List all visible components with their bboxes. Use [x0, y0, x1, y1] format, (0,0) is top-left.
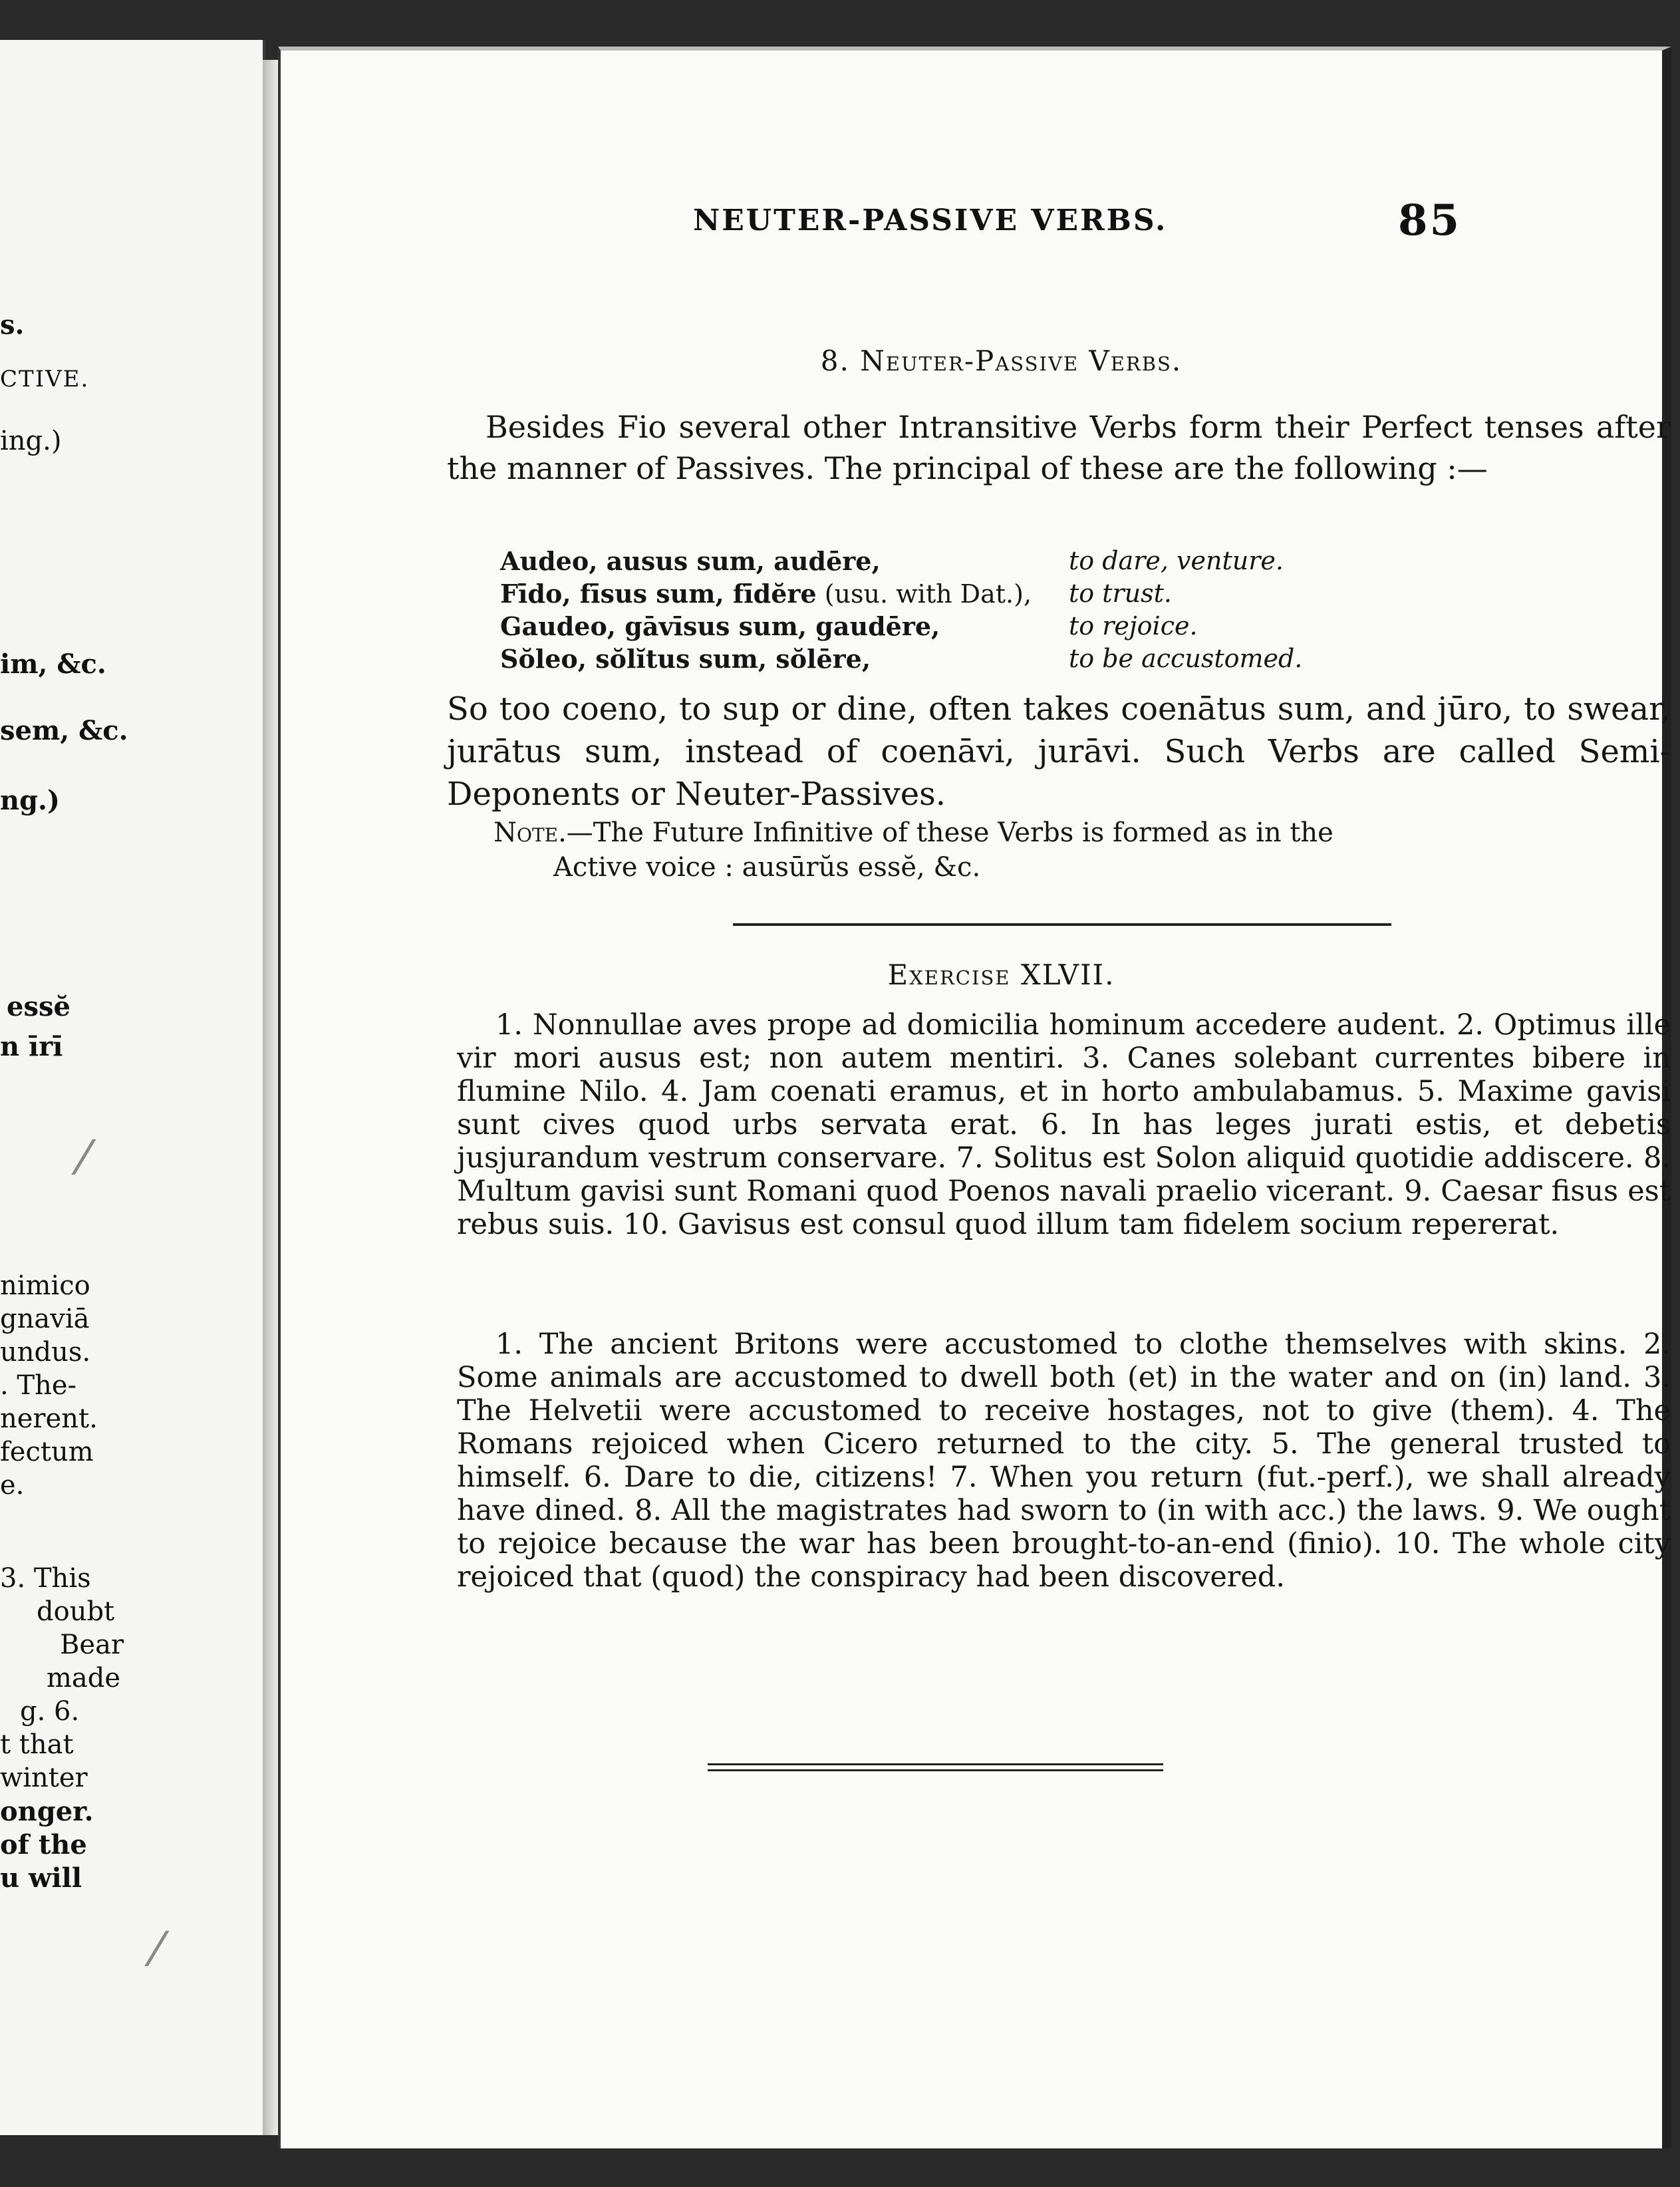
left-fragment: of the: [0, 1829, 87, 1860]
verb-form-english: to dare, venture.: [1069, 546, 1284, 575]
end-double-rule: [708, 1763, 1163, 1775]
verb-form-row: [500, 643, 1631, 675]
verb-form-english: to rejoice.: [1069, 611, 1198, 641]
note-text: —The Future Infinitive of these Verbs is formed as in the: [566, 817, 1333, 848]
pencil-mark-icon: ⁄: [153, 1922, 161, 1977]
left-page: [0, 40, 265, 2135]
left-fragment: s.: [0, 309, 25, 341]
verb-form-latin: Fīdo, fīsus sum, fīdĕre (usu. with Dat.),: [500, 579, 1032, 609]
exercise-latin-sentences: 1. Nonnullae aves prope ad domicilia hominum accedere audent. 2. Optimus ille vir mori ausus est; non autem mentiri. 3. Canes solebant currentes bibere in flumine Nilo. 4. Jam coenati eramus, et in horto ambulabamus. 5. Maxime gavisi sunt cives quod urbs servata erat. 6. In has leges jurati estis, et debetis jusjurandum vestrum conservare. 7. Solitus est Solon aliquid quotidie addiscere. 8. Multum gavisi sunt Romani quod Poenos navali praelio vicerant. 9. Caesar fisus est rebus suis. 10. Gavisus est consul quod illum tam fidelem socium repererat.: [457, 1008, 1671, 1241]
section-title-text: 8. Neuter-Passive Verbs.: [820, 345, 1183, 377]
left-fragment: CTIVE.: [0, 366, 90, 392]
left-fragment: e.: [0, 1470, 25, 1501]
verb-form-latin: Audeo, ausus sum, audēre,: [500, 546, 881, 576]
left-fragment: ing.): [0, 426, 62, 456]
left-fragment: doubt: [37, 1596, 115, 1627]
exercise-english-sentences: 1. The ancient Britons were accustomed to clothe themselves with skins. 2. Some animals are accustomed to dwell both (et) in the water and on (in) land. 3. The Helvetii were accustomed to receive hostages, not to give (them). 4. The Romans rejoiced when Cicero returned to the city. 5. The general trusted to himself. 6. Dare to die, citizens! 7. When you return (fut.-perf.), we shall already have dined. 8. All the magistrates had sworn to (in with acc.) the laws. 9. We ought to rejoice because the war has been brought-to-an-end (finio). 10. The whole city rejoiced that (quod) the conspiracy had been discovered.: [457, 1328, 1671, 1594]
verb-forms-list: [500, 545, 1631, 675]
left-fragment: . The-: [0, 1370, 77, 1401]
running-head-title: NEUTER-PASSIVE VERBS.: [693, 204, 1168, 237]
section-title: [281, 345, 1662, 377]
left-fragment: nimico: [0, 1270, 90, 1301]
page-number: 85: [1398, 196, 1462, 245]
section-divider: [733, 923, 1391, 926]
verb-form-english: to trust.: [1069, 579, 1172, 608]
left-fragment: made: [47, 1663, 121, 1693]
left-fragment: gnaviā: [0, 1304, 90, 1334]
note-label: Note.: [493, 817, 567, 848]
exercise-title: [281, 958, 1662, 991]
verb-form-row: [500, 545, 1631, 577]
left-fragment: 3. This: [0, 1563, 91, 1594]
semi-deponents-paragraph: So too coeno, to sup or dine, often takes coenātus sum, and jūro, to swear, jurātus sum, instead of coenāvi, jurāvi. Such Verbs are called Semi-Deponents or Neuter-Passives.: [447, 690, 1671, 813]
left-fragment: u will: [0, 1862, 82, 1894]
pencil-mark-icon: ⁄: [80, 1131, 88, 1185]
left-fragment: n īrī: [0, 1031, 63, 1062]
right-page: [278, 47, 1671, 2148]
left-fragment: Bear: [60, 1630, 124, 1660]
note-text-continued: Active voice : ausūrŭs essĕ, &c.: [553, 852, 981, 883]
intro-paragraph: Besides Fio several other Intransitive Verbs form their Perfect tenses after the manner of Passives. The principal of these are the following :—: [447, 409, 1671, 486]
verb-form-row: [500, 610, 1631, 643]
left-fragment: im, &c.: [0, 649, 106, 680]
left-fragment: undus.: [0, 1337, 91, 1368]
verb-form-latin: Gaudeo, gāvīsus sum, gaudēre,: [500, 611, 940, 641]
left-fragment: nerent.: [0, 1403, 98, 1434]
left-fragment: essĕ: [7, 991, 70, 1022]
left-fragment: winter: [0, 1763, 88, 1793]
verb-form-english: to be accustomed.: [1069, 644, 1303, 673]
note: [493, 815, 1671, 885]
left-fragment: ng.): [0, 785, 60, 816]
left-fragment: sem, &c.: [0, 715, 128, 746]
left-fragment: t that: [0, 1729, 74, 1760]
left-fragment: onger.: [0, 1796, 94, 1827]
left-fragment: fectum: [0, 1437, 94, 1467]
verb-form-row: [500, 577, 1631, 610]
verb-form-latin: Sŏleo, sŏlĭtus sum, sŏlēre,: [500, 644, 871, 674]
exercise-title-text: Exercise XLVII.: [887, 958, 1115, 991]
left-fragment: g. 6.: [20, 1696, 80, 1727]
